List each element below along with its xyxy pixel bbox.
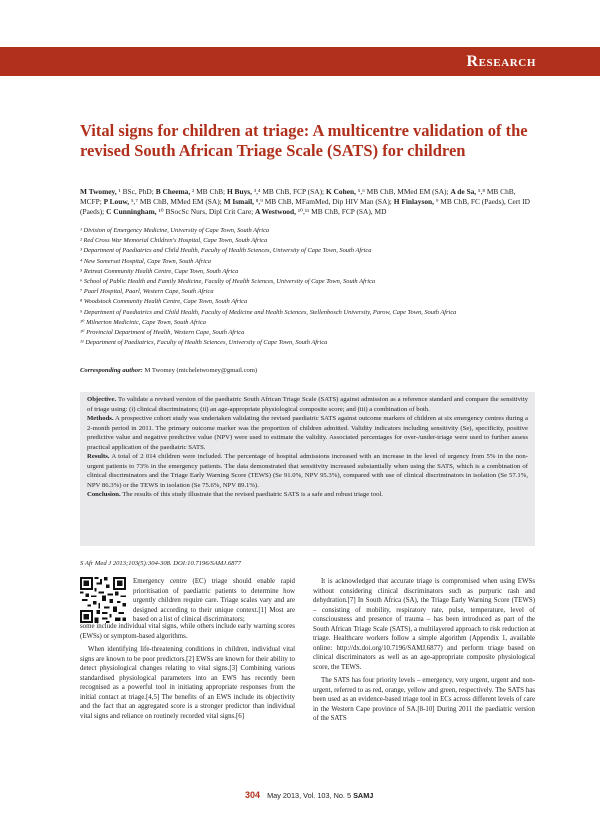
affiliation: ¹⁰ Provincial Department of Health, Western Cape, South Africa xyxy=(80,329,245,337)
affiliation: ⁶ School of Public Health and Family Medicine, Faculty of Health Sciences, University of Cape Town, South Africa xyxy=(80,278,376,286)
author: A de Sa, ⁵,⁸ MB ChB, MCFP; xyxy=(80,187,516,206)
author: H Finlayson, ⁹ MB ChB, FC (Paeds), Cert ID (Paeds); xyxy=(80,197,530,216)
abstract-box xyxy=(80,392,535,546)
issue-info: May 2013, Vol. 103, No. 5 xyxy=(267,791,352,800)
author: A Westwood, ¹⁰,¹¹ MB ChB, FCP (SA), MD xyxy=(255,207,387,216)
citation: S Afr Med J 2013;103(5):304-308. DOI:10.7196/SAMJ.6877 xyxy=(80,560,242,567)
qr-code-icon[interactable] xyxy=(80,577,126,623)
body-column-1 xyxy=(80,622,295,721)
author: B Cheema, ² MB ChB; xyxy=(155,187,226,196)
affiliation-list xyxy=(80,226,550,348)
section-banner xyxy=(0,47,600,76)
body-paragraph: It is acknowledged that accurate triage is compromised when using EWSs without considering clinical discriminators such as purpuric rash and dehydration.[7] In South Africa (SA), the Triage Early Warning Score (TEWS) – consisting of mobility, respiratory rate, pulse, temperature, level of consciousness and presence of trauma – has been introduced as part of the South African Triage Scale (SATS), a multilayered approach to risk reduction at triage. Healthcare workers follow a simple algorithm (Appendix 1, available online: http://dx.doi.org/10.7196/SAMJ.6877) and perform triage based on clinical discriminators as well as an age-appropriate composite physiological score, the TEWS. xyxy=(313,578,535,671)
affiliation: ⁷ Paarl Hospital, Paarl, Western Cape, South Africa xyxy=(80,288,214,296)
affiliation: ² Red Cross War Memorial Children's Hospital, Cape Town, South Africa xyxy=(80,237,268,245)
author: M Ismail, ⁸,⁹ MB ChB, MFamMed, Dip HIV Man (SA); xyxy=(223,197,392,206)
body-column-1-top xyxy=(133,577,295,625)
author: P Louw, ⁵,⁷ MB ChB, MMed EM (SA); xyxy=(103,197,222,206)
abstract-results: Results. A total of 2 014 children were included. The percentage of hospital admissions increased with an increase in the level of urgency from 5% in the non-urgent patients to 73% in the emergency patients. The data demonstrated that sensitivity increased substantially when using the SATS, which is a combination of clinical discriminators and the Triage Early Warning Score (TEWS) (Se 91.0%, NPV 95.3%), compared with use of clinical discriminators in isolation (Se 57.1%, NPV 86.3%) or the TEWS in isolation (Se 75.6%, NPV 89.1%). xyxy=(87,453,528,489)
page-footer xyxy=(245,790,373,800)
affiliation: ⁴ New Somerset Hospital, Cape Town, South Africa xyxy=(80,257,211,265)
body-paragraph: some include individual vital signs, while others include early warning scores (EWSs) or symptom-based algorithms. xyxy=(80,623,295,640)
author-list xyxy=(80,187,535,217)
affiliation: ¹⁰ Milnerton Medicinic, Cape Town, South Africa xyxy=(80,318,206,326)
abstract-conclusion: Conclusion. The results of this study illustrate that the revised paediatric SATS is a safe and robust triage tool. xyxy=(87,491,383,499)
affiliation: ⁸ Woodstock Community Health Centre, Cape Town, South Africa xyxy=(80,298,248,306)
body-paragraph: Emergency centre (EC) triage should enable rapid prioritisation of paediatric patients to determine how urgently children require care. Triage scales vary and are designed according to their unique context.[1] Most are based on a list of clinical discriminators; xyxy=(133,578,295,623)
affiliation: ³ Department of Paediatrics and Child Health, Faculty of Health Sciences, University of Cape Town, South Africa xyxy=(80,247,372,255)
corresponding-author: Corresponding author: M Twomey (micheletwomey@gmail.com) xyxy=(80,367,258,374)
affiliation: ¹¹ Department of Paediatrics, Faculty of Health Sciences, University of Cape Town, South Africa xyxy=(80,339,328,347)
journal-name: SAMJ xyxy=(353,791,374,800)
abstract-methods: Methods. A prospective cohort study was undertaken validating the revised paediatric SATS against outcome markers of children at six emergency centres during a 2-month period in 2011. The primary outcome marker was the proportion of children admitted. Validity indicators including sensitivity (Se), specificity, positive predictive value and negative predictive value (NPV) were used to estimate the validity. Associated percentages for over-/under-triage were used to further assess practical application of the paediatric SATS. xyxy=(87,415,528,451)
section-label: Research xyxy=(466,52,536,70)
author: K Cohen, ⁵,⁶ MB ChB, MMed EM (SA); xyxy=(325,187,449,196)
author: C Cunningham, ¹⁰ BSocSc Nurs, Dipl Crit Care; xyxy=(106,207,254,216)
corresponding-email: M Twomey (micheletwomey@gmail.com) xyxy=(144,367,258,374)
author: H Buys, ³,⁴ MB ChB, FCP (SA); xyxy=(226,187,325,196)
body-paragraph: When identifying life-threatening conditions in children, individual vital signs are known to be poor predictors.[2] EWSs are known for their ability to detect physiological changes relating to vital signs.[3] Combining various standardised physiological parameters into an EWS has recently been recognised as a powerful tool in initiating appropriate responses from the initial contact at triage.[4,5] The benefits of an EWS include its objectivity and the fact that an aggregated score is a stronger predictor than individual vital signs and reliance on routinely recorded vital signs.[6] xyxy=(80,646,295,720)
body-paragraph: The SATS has four priority levels – emergency, very urgent, urgent and non-urgent, referred to as red, orange, yellow and green, respectively. The SATS has been used as an evidence-based triage tool in ECs across different levels of care in the Western Cape province of SA.[8-10] During 2011 the paediatric version of the SATS xyxy=(313,677,535,722)
page-number: 304 xyxy=(245,790,261,800)
affiliation: ¹ Division of Emergency Medicine, University of Cape Town, South Africa xyxy=(80,227,270,234)
affiliation: ⁹ Department of Paediatrics and Child Health, Faculty of Medicine and Health Sciences, Stellenbosch University, Parow, Cape Town, South Africa xyxy=(80,308,457,316)
body-column-2 xyxy=(313,577,535,724)
abstract-objective: Objective. To validate a revised version of the paediatric South African Triage Scale (SATS) against admission as a reference standard and compare the sensitivity of triage using: (i) clinical discriminators; (ii) an age-appropriate physiological composite score; and (iii) a combination of both. xyxy=(87,396,528,413)
author: M Twomey, ¹ BSc, PhD; xyxy=(80,187,154,196)
affiliation: ⁵ Retreat Community Health Centre, Cape Town, South Africa xyxy=(80,267,239,275)
article-title: Vital signs for children at triage: A multicentre validation of the revised South African Triage Scale (SATS) for children xyxy=(80,121,528,160)
